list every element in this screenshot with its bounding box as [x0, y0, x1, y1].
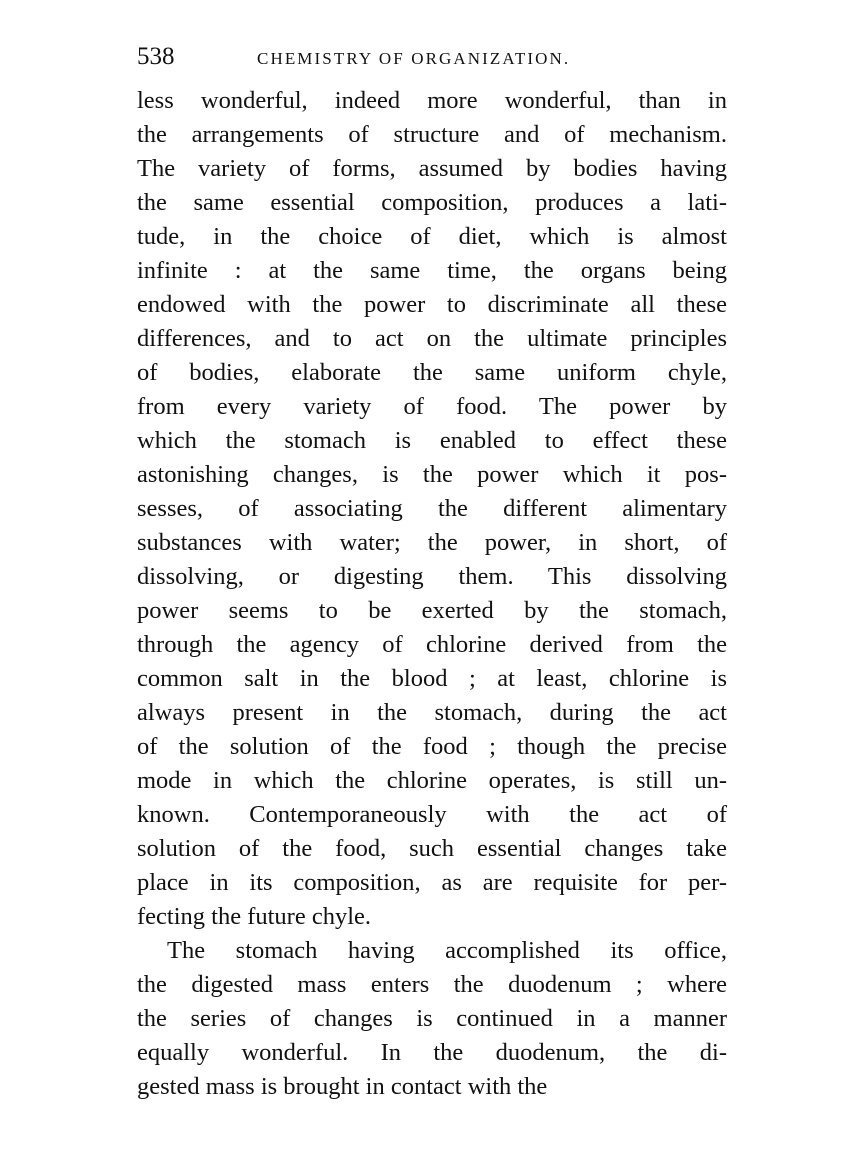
text-line: always present in the stomach, during the act — [137, 699, 727, 726]
text-line: astonishing changes, is the power which it pos- — [137, 461, 727, 488]
text-line: place in its composition, as are requisite for per- — [137, 869, 727, 896]
text-line: of bodies, elaborate the same uniform chyle, — [137, 359, 727, 386]
text-line: power seems to be exerted by the stomach, — [137, 597, 727, 624]
text-line: which the stomach is enabled to effect these — [137, 427, 727, 454]
text-line: the series of changes is continued in a manner — [137, 1005, 727, 1032]
text-line: The stomach having accomplished its office, — [167, 937, 727, 964]
running-head — [137, 42, 727, 78]
text-line: known. Contemporaneously with the act of — [137, 801, 727, 828]
text-line: The variety of forms, assumed by bodies having — [137, 155, 727, 182]
text-line: tude, in the choice of diet, which is almost — [137, 223, 727, 250]
text-line: equally wonderful. In the duodenum, the di- — [137, 1039, 727, 1066]
page-number: 538 — [137, 43, 175, 70]
running-title: CHEMISTRY OF ORGANIZATION. — [257, 49, 571, 68]
text-line: common salt in the blood ; at least, chlorine is — [137, 665, 727, 692]
text-line: infinite : at the same time, the organs being — [137, 257, 727, 284]
text-line: dissolving, or digesting them. This dissolving — [137, 563, 727, 590]
text-line: the digested mass enters the duodenum ; where — [137, 971, 727, 998]
text-line: gested mass is brought in contact with the — [137, 1073, 548, 1100]
text-line: substances with water; the power, in short, of — [137, 529, 727, 556]
text-line: fecting the future chyle. — [137, 903, 372, 930]
text-line: solution of the food, such essential changes take — [137, 835, 727, 862]
text-line: differences, and to act on the ultimate principles — [137, 325, 727, 352]
text-line: of the solution of the food ; though the precise — [137, 733, 727, 760]
text-line: endowed with the power to discriminate all these — [137, 291, 727, 318]
text-line: through the agency of chlorine derived from the — [137, 631, 727, 658]
text-line: mode in which the chlorine operates, is still un- — [137, 767, 727, 794]
text-line: from every variety of food. The power by — [137, 393, 727, 420]
text-line: the arrangements of structure and of mechanism. — [137, 121, 727, 148]
paragraph — [137, 84, 727, 934]
text-line: the same essential composition, produces a lati- — [137, 189, 727, 216]
paragraph — [137, 934, 727, 1104]
body-text — [137, 84, 727, 1104]
text-line: less wonderful, indeed more wonderful, than in — [137, 87, 727, 114]
text-line: sesses, of associating the different alimentary — [137, 495, 727, 522]
